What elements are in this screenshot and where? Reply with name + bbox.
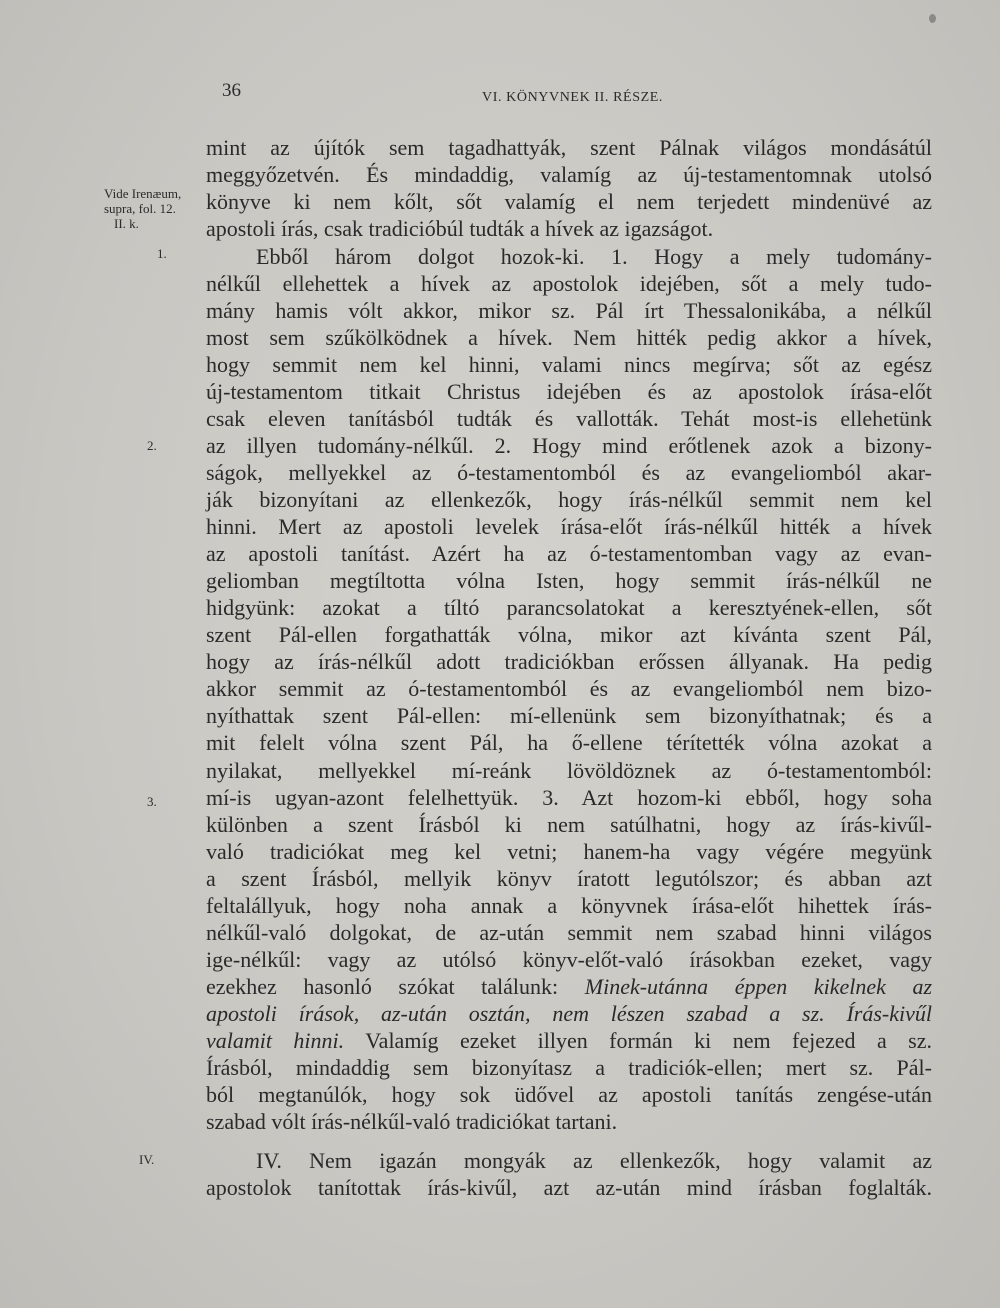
text-line <box>206 972 932 1002</box>
text-line: nélkűl ellehettek a hívek az apostolok idejében, sőt a mely tudo- <box>206 271 932 296</box>
margin-point-4: IV. <box>139 1152 155 1167</box>
italic-quote: Minek-utánna éppen kikelnek az <box>584 974 933 999</box>
text-line: mint az újítók sem tagadhattyák, szent Pálnak világos mondásátúl <box>206 135 932 160</box>
text-line: Írásból, mindaddig sem bizonyítasz a tradiciók-ellen; mert sz. Pál- <box>206 1055 932 1080</box>
text-line: feltalállyuk, hogy noha annak a könyvnek írása-előt hihettek írás- <box>206 893 932 918</box>
text-line: Ebből három dolgot hozok-ki. 1. Hogy a mely tudomány- <box>256 244 932 269</box>
text-line: mit felelt vólna szent Pál, ha ő-ellene térítették vólna azokat a <box>206 730 932 755</box>
text-line: nélkűl-való dolgokat, de az-után semmit nem szabad hinni világos <box>206 920 932 945</box>
text-line: az illyen tudomány-nélkűl. 2. Hogy mind erőtlenek azok a bizony- <box>206 433 932 458</box>
text-line: ságok, mellyekkel az ó-testamentomból és az evangeliomból akar- <box>206 460 932 485</box>
text-line: apostolok tanítottak írás-kivűl, azt az-után mind írásban foglalták. <box>206 1175 932 1200</box>
text-line: különben a szent Írásból ki nem satúlhatni, hogy az írás-kivűl- <box>206 812 932 837</box>
text-line: nyíthattak szent Pál-ellen: mí-ellenünk sem bizonyíthatnak; és a <box>206 703 932 728</box>
text-line: nyilakat, mellyekkel mí-reánk lövöldöznek az ó-testamentomból: <box>206 758 932 783</box>
text-line: szabad vólt írás-nélkűl-való tradiciókat tartani. <box>206 1109 618 1134</box>
text-line: az apostoli tanítást. Azért ha az ó-testamentomban vagy az evan- <box>206 541 932 566</box>
text-line: hogy az írás-nélkűl adott tradiciókban erőssen állyanak. Ha pedig <box>206 649 932 674</box>
margin-point-2: 2. <box>147 438 157 453</box>
text-line: könyve ki nem kőlt, sőt valamíg el nem terjedett mindenüvé az <box>206 189 932 214</box>
margin-reference-3: II. k. <box>114 216 139 231</box>
text-line: mí-is ugyan-azont felelhettyük. 3. Azt hozom-ki ebből, hogy soha <box>206 785 932 810</box>
margin-reference-2: supra, fol. 12. <box>104 201 176 216</box>
text-line: szent Pál-ellen forgathatták vólna, mikor azt kívánta szent Pál, <box>206 622 932 647</box>
text-line: geliomban megtíltotta vólna Isten, hogy semmit írás-nélkűl ne <box>206 568 932 593</box>
margin-reference-1: Vide Irenæum, <box>104 186 182 201</box>
ink-speck <box>929 14 936 23</box>
text-line: ból megtanúlók, hogy sok üdővel az apostoli tanítás zengése-után <box>206 1082 932 1107</box>
text-line: meggyőzetvén. És mindaddig, valamíg az új-testamentomnak utolsó <box>206 162 932 187</box>
margin-point-3: 3. <box>147 794 157 809</box>
text-line <box>206 1026 932 1056</box>
text-line: most sem szűkölködnek a hívek. Nem hitték pedig akkor a hívek, <box>206 325 932 350</box>
running-head: VI. KÖNYVNEK II. RÉSZE. <box>482 90 663 105</box>
text-line: mány hamis vólt akkor, mikor sz. Pál írt Thessalonikába, a nélkűl <box>206 298 932 323</box>
text-line: a szent Írásból, mellyik könyv íratott legutólszor; és abban azt <box>206 866 932 891</box>
italic-quote: valamit hinni. <box>206 1028 345 1053</box>
text-line: akkor semmit az ó-testamentomból és az evangeliomból nem bizo- <box>206 676 932 701</box>
text-line: hinni. Mert az apostoli levelek írása-előt írás-nélkűl hitték a hívek <box>206 514 932 539</box>
text-line: hidgyünk: azokat a tíltó parancsolatokat a keresztyének-ellen, sőt <box>206 595 932 620</box>
margin-point-1: 1. <box>157 246 167 261</box>
page-number: 36 <box>222 80 241 101</box>
text-span: ezekhez hasonló szókat találunk: <box>206 974 559 999</box>
text-line: ige-nélkűl: vagy az utólsó könyv-előt-való írásokban ezeket, vagy <box>206 947 932 972</box>
text-span: Valamíg ezeket illyen formán ki nem fejezed a sz. <box>365 1028 933 1053</box>
text-line: csak eleven tanításból tudták és vallották. Tehát most-is ellehetünk <box>206 406 932 431</box>
text-line: új-testamentom titkait Christus idejében és az apostolok írása-előt <box>206 379 932 404</box>
text-line: ják bizonyítani az ellenkezők, hogy írás-nélkűl semmit nem kel <box>206 487 932 512</box>
text-line: való tradiciókat meg kel vetni; hanem-ha vagy végére megyünk <box>206 839 932 864</box>
text-line: apostoli írás, csak tradicióbúl tudták a hívek az igazságot. <box>206 216 714 241</box>
text-line: IV. Nem igazán mongyák az ellenkezők, hogy valamit az <box>256 1148 932 1173</box>
text-line: hogy semmit nem kel hinni, valami nincs megírva; sőt az egész <box>206 352 932 377</box>
italic-quote-line: apostoli írások, az-után osztán, nem lészen szabad a sz. Írás-kivűl <box>206 1001 932 1026</box>
